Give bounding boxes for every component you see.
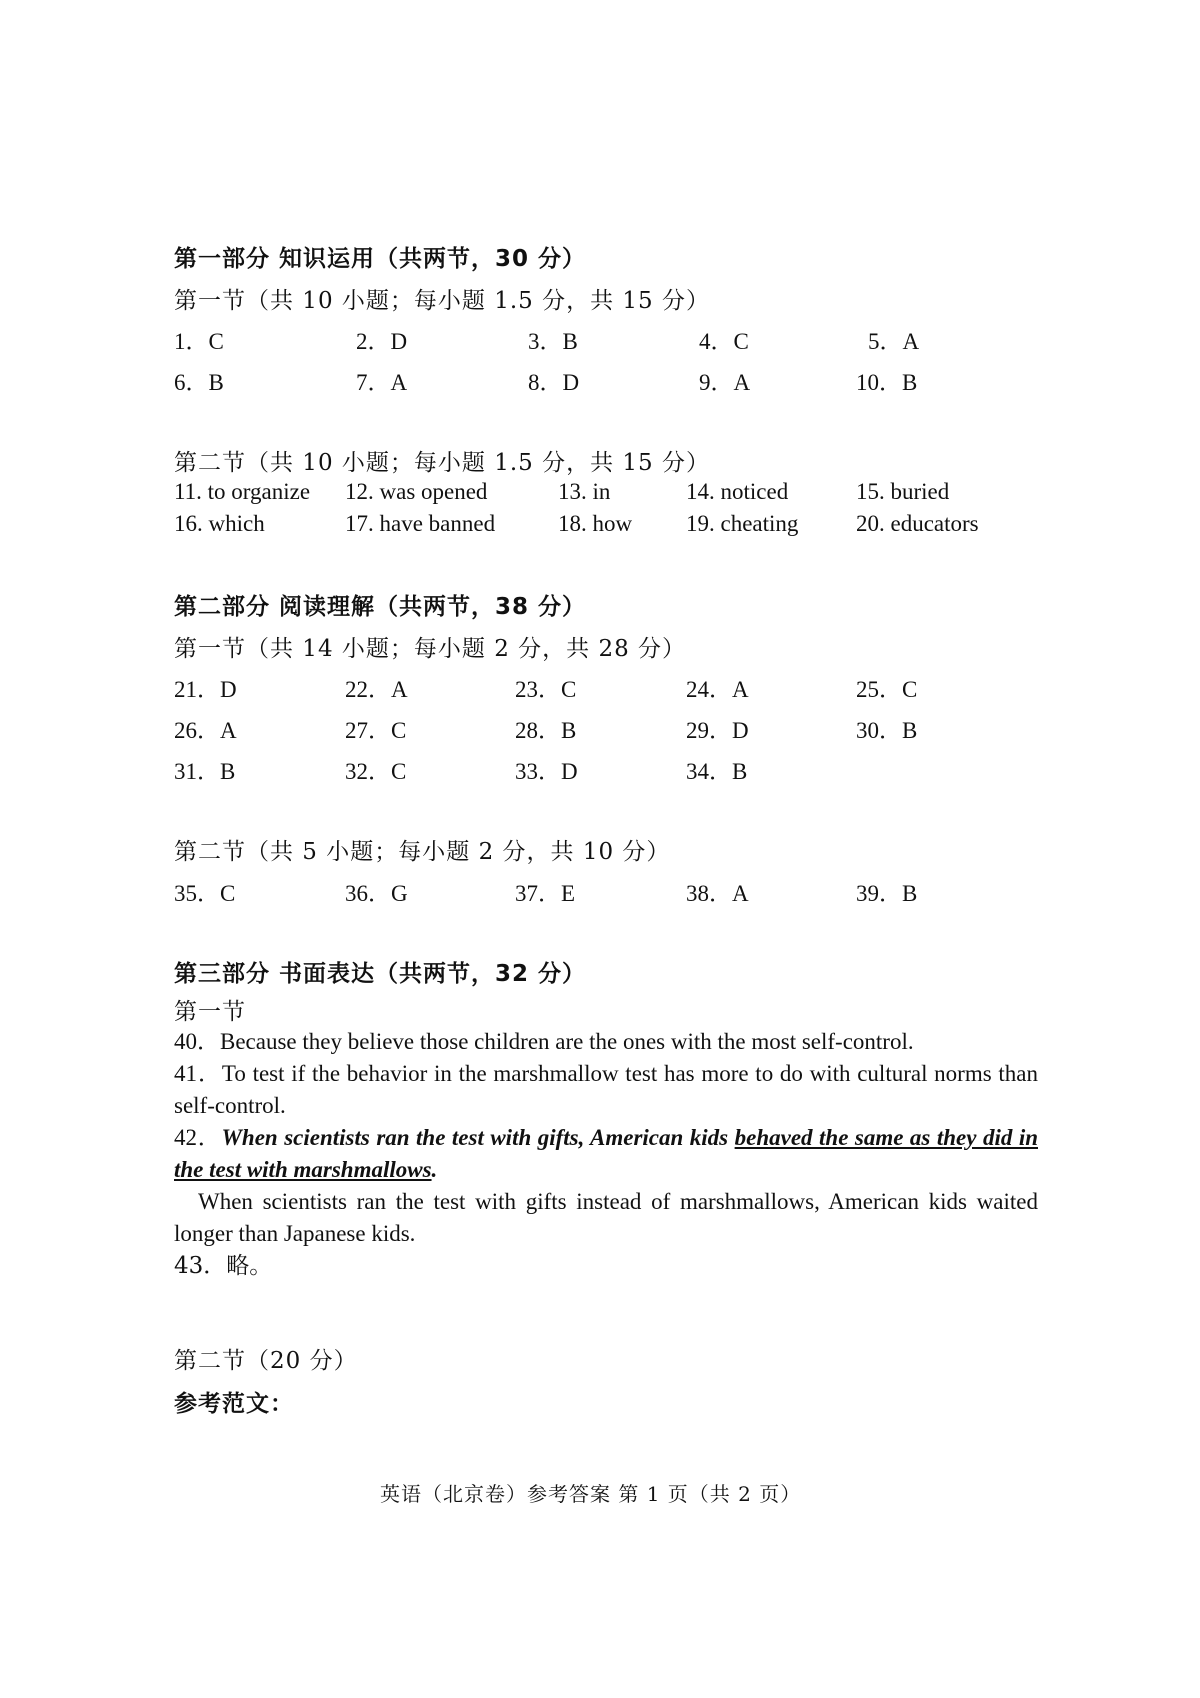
answer-item: 15. buried (856, 479, 950, 504)
answer-item: 32．C (345, 759, 407, 784)
answer-item: 27．C (345, 718, 407, 743)
answer-item: 33．D (515, 759, 578, 784)
part3-sec2-title: 第二节（20 分） (174, 1348, 358, 1374)
page-footer: 英语（北京卷）参考答案 第 1 页（共 2 页） (380, 1482, 802, 1506)
answer-item: 19. cheating (686, 511, 799, 536)
answer-item: 39．B (856, 881, 918, 906)
answer-item: 8．D (528, 370, 580, 395)
answer-40: 40．Because they believe those children are the ones with the most self-control. (174, 1029, 914, 1054)
answer-item: 1．C (174, 329, 224, 354)
answer-42 (174, 1122, 1038, 1186)
answer-item: 23．C (515, 677, 577, 702)
answer-42-underlined: behaved the same as they did in the test with marshmallows (174, 1125, 1038, 1182)
answer-item: 4．C (699, 329, 749, 354)
answer-item: 37．E (515, 881, 576, 906)
answer-item: 26．A (174, 718, 237, 743)
answer-item: 38．A (686, 881, 749, 906)
answer-42-period: . (431, 1157, 438, 1182)
answer-item: 10．B (856, 370, 918, 395)
answer-43: 43．略。 (174, 1253, 273, 1279)
answer-42-lead: When scientists ran the test with gifts, American kids (221, 1125, 735, 1150)
part3-title: 第三部分 书面表达（共两节，32 分） (174, 961, 587, 987)
answer-item: 36．G (345, 881, 408, 906)
answer-item: 7．A (356, 370, 408, 395)
answer-item: 20. educators (856, 511, 979, 536)
sample-essay-label: 参考范文： (174, 1391, 294, 1417)
answer-item: 12. was opened (345, 479, 488, 504)
answer-item: 30．B (856, 718, 918, 743)
answer-item: 14. noticed (686, 479, 789, 504)
answer-item: 3．B (528, 329, 578, 354)
answer-item: 17. have banned (345, 511, 496, 536)
part2-title: 第二部分 阅读理解（共两节，38 分） (174, 594, 587, 620)
answer-item: 16. which (174, 511, 265, 536)
answer-item: 24．A (686, 677, 749, 702)
answer-item: 22．A (345, 677, 408, 702)
part1-sec2-title: 第二节（共 10 小题；每小题 1.5 分，共 15 分） (174, 450, 710, 476)
answer-item: 13. in (558, 479, 611, 504)
answer-item: 18. how (558, 511, 633, 536)
answer-item: 31．B (174, 759, 236, 784)
answer-item: 35．C (174, 881, 236, 906)
part1-sec1-title: 第一节（共 10 小题；每小题 1.5 分，共 15 分） (174, 288, 710, 314)
part3-sec1-title: 第一节 (174, 999, 246, 1025)
answer-item: 34．B (686, 759, 748, 784)
part2-sec1-title: 第一节（共 14 小题；每小题 2 分，共 28 分） (174, 636, 687, 662)
answer-42-number: 42． (174, 1125, 222, 1150)
part1-title: 第一部分 知识运用（共两节，30 分） (174, 246, 587, 272)
answer-item: 21．D (174, 677, 237, 702)
answer-item: 28．B (515, 718, 577, 743)
part2-sec2-title: 第二节（共 5 小题；每小题 2 分，共 10 分） (174, 839, 671, 865)
answer-item: 5．A (868, 329, 920, 354)
answer-item: 6．B (174, 370, 224, 395)
answer-item: 11. to organize (174, 479, 311, 504)
answer-item: 29．D (686, 718, 749, 743)
answer-42-rewrite: When scientists ran the test with gifts instead of marshmallows, American kids waited longer than Japanese kids. (174, 1189, 1038, 1246)
answer-item: 2．D (356, 329, 408, 354)
answer-item: 25．C (856, 677, 918, 702)
answer-41: 41．To test if the behavior in the marshmallow test has more to do with cultural norms than self-control. (174, 1061, 1038, 1118)
answer-item: 9．A (699, 370, 751, 395)
